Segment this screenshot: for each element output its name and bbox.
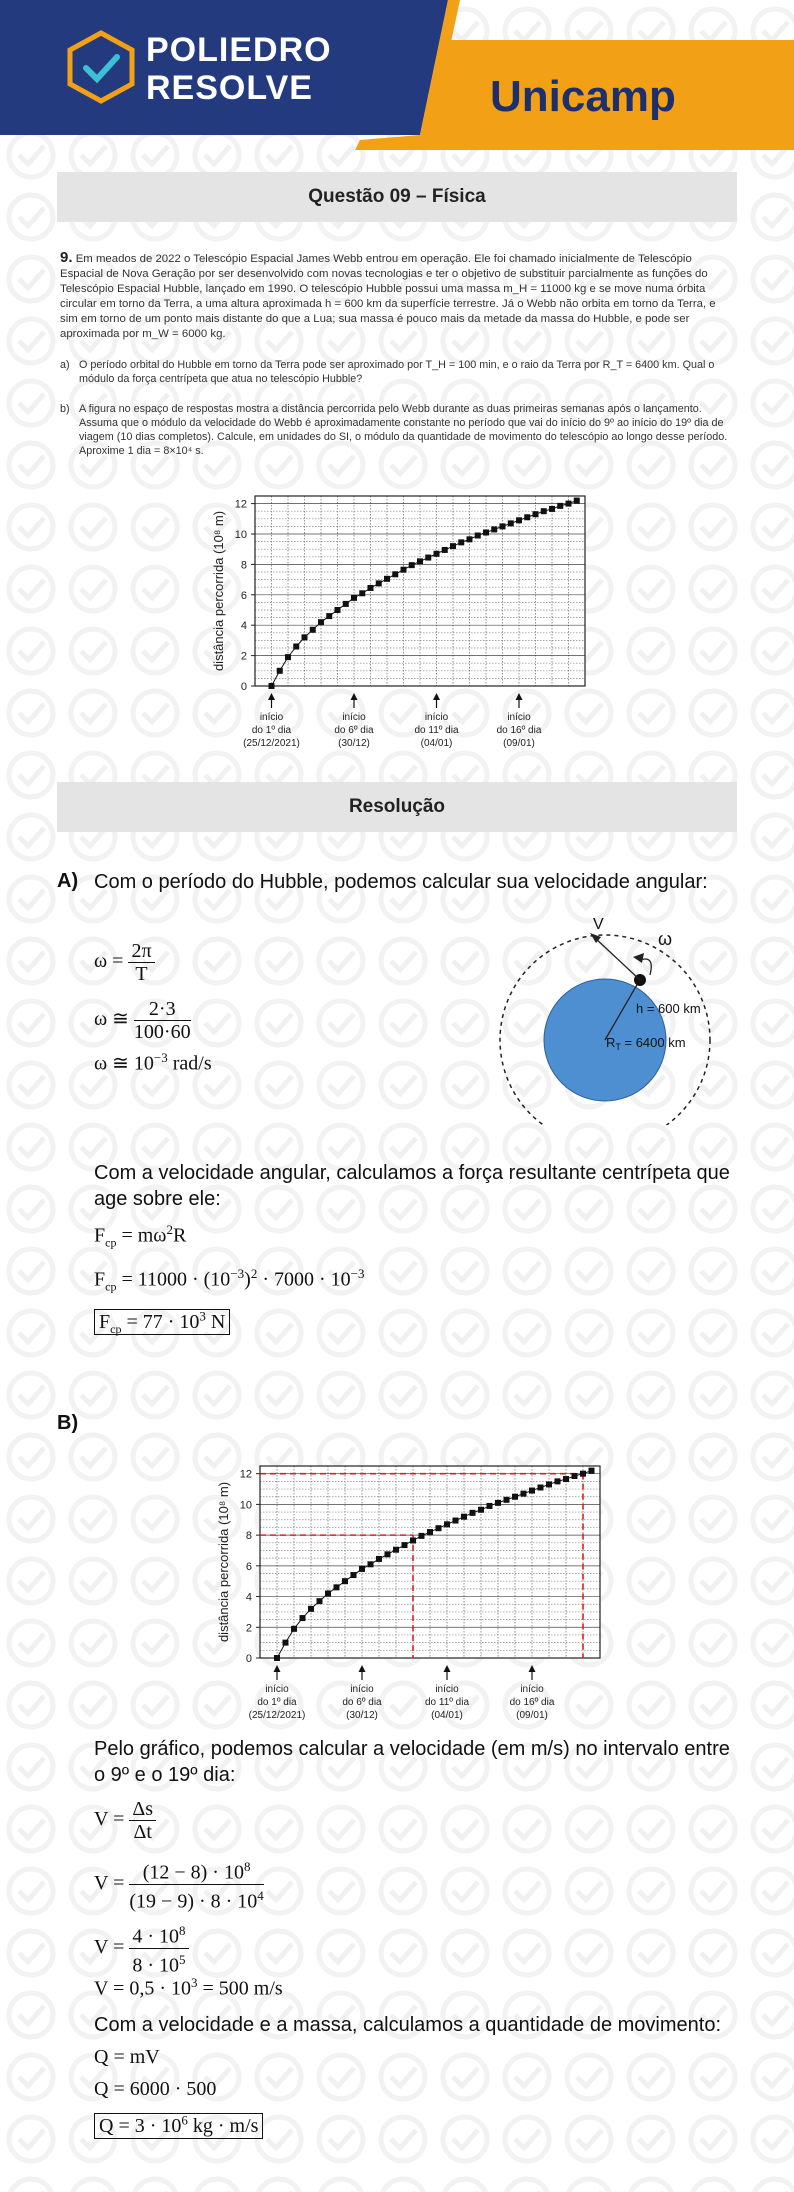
y-tick-label: 0 — [240, 681, 247, 693]
data-point — [376, 1556, 382, 1562]
data-point — [359, 1566, 365, 1572]
y-tick-label: 4 — [240, 620, 247, 633]
data-point — [326, 613, 332, 619]
velocity-label: V — [593, 916, 604, 933]
force-eq-2-f: F — [94, 1268, 106, 1291]
item-a-text: O período orbital do Hubble em torno da Terra pode ser aproximado por T_H = 100 min, e o raio da Terra por R_T = 6400 km. Qual o módulo da força centrípeta que atua no telescópio Hubble? — [79, 359, 715, 385]
data-point — [574, 498, 580, 504]
x-tick-label: (30/12) — [346, 1710, 378, 1721]
data-point — [580, 1471, 586, 1477]
omega-eq-1-den: T — [135, 963, 148, 985]
force-eq-1-mid: = mω — [116, 1224, 167, 1247]
x-tick-label: início — [507, 712, 531, 723]
momentum-eq-1: Q = mV — [94, 2046, 160, 2068]
data-point — [555, 1478, 561, 1484]
x-marker-arrowhead — [516, 693, 523, 700]
data-point — [434, 551, 440, 557]
omega-eq-1-lhs: ω = — [94, 950, 124, 973]
data-point — [487, 1503, 493, 1509]
data-point — [461, 1514, 467, 1520]
data-point — [359, 590, 365, 596]
brand-line1: POLIEDRO — [146, 31, 332, 69]
data-point — [563, 1476, 569, 1482]
distance-chart-resolution — [215, 1448, 615, 1724]
data-point — [342, 1578, 348, 1584]
data-point — [351, 1572, 357, 1578]
force-answer-exp: 3 — [199, 1308, 206, 1323]
velocity-eq-2-den-exp: 4 — [257, 1887, 264, 1903]
velocity-eq-1-lhs: V = — [94, 1808, 125, 1831]
omega-eq-2-den: 100·60 — [133, 1021, 191, 1043]
data-point — [538, 1485, 544, 1491]
y-tick-label: 2 — [245, 1622, 252, 1635]
data-point — [529, 1488, 535, 1494]
velocity-eq-3-den: 8 · 10 — [132, 1954, 180, 1977]
velocity-eq-3-num: 4 · 10 — [132, 1925, 180, 1948]
data-point — [467, 536, 473, 542]
question-number: 9. — [60, 249, 73, 266]
data-point — [566, 501, 572, 507]
x-tick-label: (09/01) — [503, 738, 535, 748]
y-axis-label: distância percorrida (10⁸ m) — [216, 1481, 231, 1643]
momentum-answer-box — [94, 2113, 263, 2139]
data-point — [274, 1655, 280, 1661]
y-tick-label: 6 — [240, 589, 247, 602]
data-point — [436, 1525, 442, 1531]
data-point — [285, 654, 291, 660]
data-point — [302, 634, 308, 640]
force-eq-1-f: F — [94, 1224, 106, 1247]
force-eq-2-exp1: −3 — [230, 1266, 245, 1281]
force-eq-2-sub: cp — [105, 1279, 117, 1294]
x-tick-label: início — [265, 1684, 289, 1695]
force-answer-f: F — [99, 1310, 111, 1333]
data-point — [325, 1590, 331, 1596]
data-point — [557, 503, 563, 509]
height-label: h = 600 km — [636, 1001, 701, 1016]
x-marker-arrowhead — [359, 1665, 366, 1672]
force-answer-box — [94, 1309, 230, 1335]
y-tick-label: 2 — [240, 650, 247, 663]
omega-eq-3-exp: −3 — [153, 1050, 168, 1065]
university-name: Unicamp — [490, 72, 676, 121]
velocity-eq-3-den-exp: 5 — [179, 1951, 186, 1967]
y-tick-label: 8 — [245, 1530, 252, 1543]
data-point — [495, 1500, 501, 1506]
data-point — [491, 526, 497, 532]
data-point — [419, 1533, 425, 1539]
y-tick-label: 0 — [245, 1653, 252, 1665]
velocity-eq-2-lhs: V = — [94, 1871, 125, 1894]
data-point — [504, 1497, 510, 1503]
omega-label: ω — [658, 929, 673, 949]
omega-eq-3-base: ω ≅ 10 — [94, 1052, 154, 1075]
data-point — [384, 576, 390, 582]
data-point — [385, 1551, 391, 1557]
y-tick-label: 12 — [234, 498, 247, 511]
x-tick-label: (30/12) — [338, 738, 370, 748]
question-statement-text: Em meados de 2022 o Telescópio Espacial James Webb entrou em operação. Ele foi chamado inicialmente de Telescópio Espacial de Nova Geração por ser desenvolvido com novas tecnologias e ter o objetivo de substituir parcialmente as funções do Telescópio Espacial Hubble, lançado em 1990. O telescópio Hubble possui uma massa m_H = 11000 kg e se move numa órbita circular em torno da Terra, a uma altura aproximada h = 600 km da superfície terrestre. Já o Webb não orbita em torno da Terra, e sim em torno de um ponto mais distante do que a Lua; sua massa é pouco mais da metade da massa do Hubble, e pode ser aproximada por m_W = 6000 kg. — [60, 253, 716, 340]
x-marker-arrowhead — [433, 693, 440, 700]
force-eq-2-mid: = 11000 · (10 — [116, 1268, 231, 1291]
data-point — [392, 571, 398, 577]
omega-eq-2 — [94, 998, 191, 1043]
data-point — [368, 585, 374, 591]
x-tick-label: do 1º dia — [257, 1697, 297, 1708]
y-tick-label: 12 — [239, 1468, 252, 1481]
data-point — [335, 607, 341, 613]
velocity-eq-2-num-exp: 8 — [243, 1859, 251, 1874]
item-a-letter: a) — [60, 359, 70, 371]
y-tick-label: 10 — [234, 529, 247, 541]
data-point — [308, 1606, 314, 1612]
x-tick-label: do 1º dia — [251, 725, 292, 736]
x-marker-arrowhead — [268, 693, 275, 700]
distance-chart-question — [200, 478, 600, 748]
radius-label-r: R — [606, 1035, 616, 1050]
data-point — [500, 523, 506, 529]
force-eq-1-exp: 2 — [166, 1222, 173, 1237]
data-point — [512, 1494, 518, 1500]
x-tick-label: início — [350, 1684, 374, 1695]
data-point — [589, 1468, 595, 1474]
force-answer-unit: N — [205, 1310, 226, 1333]
resolution-title: Resolução — [57, 782, 737, 832]
x-tick-label: do 6º dia — [342, 1697, 382, 1708]
data-point — [453, 1518, 459, 1524]
force-answer-mid: = 77 · 10 — [121, 1310, 200, 1333]
x-tick-label: início — [435, 1684, 459, 1695]
x-tick-label: do 6º dia — [334, 725, 374, 736]
part-a-intro: Com o período do Hubble, podemos calcular sua velocidade angular: — [94, 871, 708, 893]
brand-line2: RESOLVE — [146, 69, 313, 107]
data-point — [427, 1529, 433, 1535]
data-point — [546, 1481, 552, 1487]
data-point — [277, 668, 283, 674]
x-tick-label: do 11º dia — [424, 1697, 470, 1708]
data-point — [508, 520, 514, 526]
x-tick-label: do 11º dia — [414, 725, 459, 736]
part-a-label: A) — [57, 870, 79, 892]
momentum-answer-exp: 6 — [181, 2112, 188, 2127]
data-point — [524, 514, 530, 520]
part-b-label: B) — [57, 1412, 79, 1434]
x-tick-label: (09/01) — [516, 1710, 548, 1721]
data-point — [401, 567, 407, 573]
brand-logo-icon — [64, 30, 138, 104]
x-tick-label: início — [424, 712, 449, 723]
data-point — [478, 1507, 484, 1513]
data-point — [300, 1615, 306, 1621]
data-point — [541, 508, 547, 514]
x-marker-arrowhead — [351, 693, 358, 700]
x-tick-label: (04/01) — [431, 1710, 463, 1721]
momentum-answer-a: Q = 3 · 10 — [99, 2114, 182, 2137]
force-eq-2 — [94, 1266, 365, 1295]
data-point — [283, 1640, 289, 1646]
force-eq-2-end: · 7000 · 10 — [257, 1268, 351, 1291]
momentum-answer-unit: kg · m/s — [187, 2114, 259, 2137]
question-statement — [60, 250, 730, 342]
velocity-eq-1-den: Δt — [133, 1821, 152, 1843]
x-tick-label: do 16º dia — [509, 1697, 555, 1708]
y-axis-label: distância percorrida (10⁸ m) — [211, 510, 226, 672]
omega-eq-2-lhs: ω ≅ — [94, 1008, 129, 1031]
data-point — [521, 1491, 527, 1497]
data-point — [572, 1473, 578, 1479]
omega-eq-3 — [94, 1050, 212, 1076]
force-eq-2-mid2: ) — [244, 1268, 251, 1291]
force-eq-1-sub: cp — [105, 1235, 117, 1250]
omega-eq-2-num: 2·3 — [134, 998, 191, 1021]
data-point — [368, 1561, 374, 1567]
momentum-eq-2: Q = 6000 · 500 — [94, 2078, 217, 2100]
velocity-eq-2-num: (12 − 8) · 10 — [142, 1861, 244, 1884]
data-point — [310, 627, 316, 633]
data-point — [343, 601, 349, 607]
data-point — [444, 1521, 450, 1527]
velocity-eq-1-num: Δs — [129, 1798, 156, 1821]
data-point — [410, 1537, 416, 1543]
force-answer — [94, 1308, 230, 1337]
data-point — [516, 517, 522, 523]
x-tick-label: início — [520, 1684, 544, 1695]
omega-eq-3-unit: rad/s — [167, 1052, 212, 1075]
velocity-eq-3-num-exp: 8 — [179, 1923, 186, 1938]
velocity-eq-1 — [94, 1798, 156, 1843]
y-tick-label: 4 — [245, 1591, 252, 1604]
velocity-eq-3-lhs: V = — [94, 1935, 125, 1958]
omega-eq-1 — [94, 940, 155, 985]
velocity-eq-4-a: V = 0,5 · 10 — [94, 1977, 192, 2000]
part-a-text2: Com a velocidade angular, calculamos a força resultante centrípeta que age sobre ele: — [94, 1162, 730, 1210]
part-b-text2: Com a velocidade e a massa, calculamos a quantidade de movimento: — [94, 2014, 722, 2036]
x-tick-label: início — [259, 712, 284, 723]
omega-eq-1-num: 2π — [128, 940, 154, 963]
question-title: Questão 09 – Física — [57, 172, 737, 222]
orbit-diagram — [490, 905, 740, 1125]
x-tick-label: do 16º dia — [496, 725, 542, 736]
y-tick-label: 8 — [240, 559, 247, 572]
data-point — [351, 595, 357, 601]
velocity-eq-2-den: (19 − 9) · 8 · 10 — [129, 1890, 258, 1913]
x-tick-label: início — [342, 712, 366, 723]
data-point — [483, 529, 489, 535]
data-point — [470, 1510, 476, 1516]
data-point — [393, 1547, 399, 1553]
force-eq-2-exp3: −3 — [350, 1266, 365, 1281]
item-b — [60, 402, 732, 462]
data-point — [417, 558, 423, 564]
data-point — [334, 1584, 340, 1590]
force-eq-2-exp2: 2 — [250, 1266, 258, 1281]
data-point — [291, 1626, 297, 1632]
velocity-eq-4 — [94, 1975, 283, 2001]
force-answer-sub: cp — [110, 1321, 122, 1336]
x-tick-label: (25/12/2021) — [248, 1710, 306, 1721]
radius-label-sub: T — [615, 1042, 621, 1052]
data-point — [376, 580, 382, 586]
data-point — [450, 543, 456, 549]
velocity-eq-3 — [94, 1920, 189, 1976]
data-point — [458, 539, 464, 545]
data-point — [442, 547, 448, 553]
velocity-eq-4-b: = 500 m/s — [197, 1977, 283, 2000]
item-b-letter: b) — [60, 403, 70, 415]
data-point — [533, 511, 539, 517]
data-point — [402, 1542, 408, 1548]
x-marker-arrowhead — [529, 1665, 536, 1672]
radius-label-value: = 6400 km — [620, 1035, 686, 1050]
data-point — [317, 1598, 323, 1604]
x-tick-label: (25/12/2021) — [243, 738, 300, 748]
y-tick-label: 6 — [245, 1560, 252, 1573]
x-marker-arrowhead — [444, 1665, 451, 1672]
data-point — [269, 683, 275, 689]
y-tick-label: 10 — [239, 1499, 252, 1512]
velocity-eq-2 — [94, 1856, 264, 1912]
data-point — [549, 506, 555, 512]
item-a — [60, 358, 732, 388]
force-eq-1-end: R — [172, 1224, 187, 1247]
data-point — [475, 533, 481, 539]
data-point — [293, 643, 299, 649]
x-marker-arrowhead — [274, 1665, 281, 1672]
momentum-answer — [94, 2112, 263, 2138]
velocity-eq-4-exp: 3 — [191, 1975, 198, 1990]
data-point — [425, 555, 431, 561]
x-tick-label: (04/01) — [420, 738, 453, 748]
data-point — [318, 619, 324, 625]
part-b-text1: Pelo gráfico, podemos calcular a velocidade (em m/s) no intervalo entre o 9º e o 19º dia: — [94, 1738, 730, 1786]
item-b-text: A figura no espaço de respostas mostra a distância percorrida pelo Webb durante as duas primeiras semanas após o lançamento. Assuma que o módulo da velocidade do Webb é aproximadamente constante no período que vai do início do 9º ao início do 19º dia de viagem (10 dias completos). Calcule, em unidades do SI, o módulo da quantidade de movimento do telescópio ao longo desse período. Aproxime 1 dia = 8×10⁴ s. — [79, 403, 728, 457]
force-eq-1 — [94, 1222, 186, 1251]
data-point — [409, 562, 415, 568]
